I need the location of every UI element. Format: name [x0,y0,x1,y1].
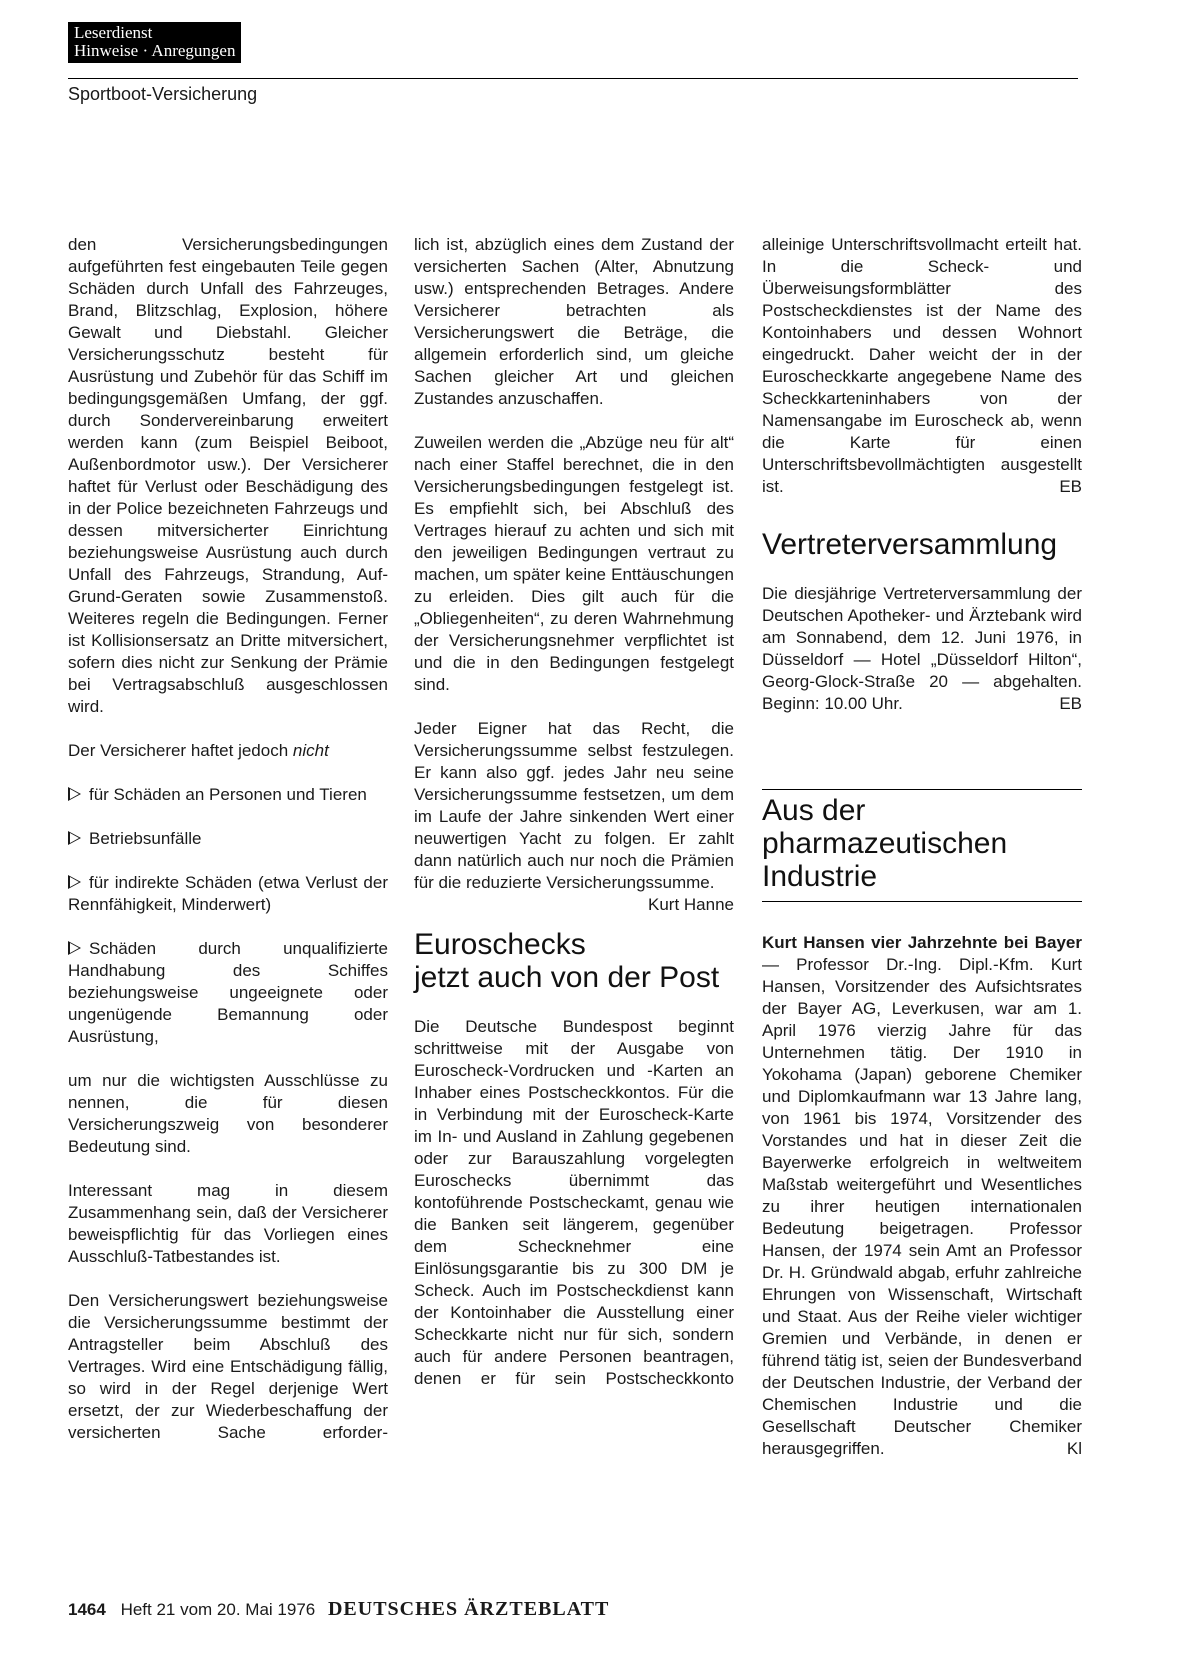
author-signature: Kurt Hanne [648,895,734,914]
paragraph: Zuweilen werden die „Abzüge neu für alt“ nach einer Staffel berechnet, die in den Versicherungsbedingungen festgelegt ist. Es empfiehlt sich, bei Abschluß des Vertrages hierauf zu achten und sich mit den jeweiligen Bedingungen vertraut zu machen, um später keine Enttäuschungen zu erleiden. Dies gilt auch für die „Obliegenheiten“, zu deren Wahrnehmung der Versicherungsnehmer verpflichtet ist und die in den Bedingungen festgelegt sind. [414,433,734,694]
triangle-bullet-icon [68,875,81,889]
bullet-text: Schäden durch unqualifizierte Handhabung des Schiffes beziehungsweise ungeeignete oder ungenügende Bemannung oder Ausrüstung, [68,939,388,1046]
column-3 [762,234,1082,1482]
department-label-line1: Leserdienst [74,23,153,42]
paragraph-text: Der Versicherer haftet jedoch [68,741,289,760]
section-rule [762,901,1082,902]
triangle-bullet-icon [68,787,81,801]
article-lead: Kurt Hansen vier Jahrzehnte bei Bayer [762,933,1082,952]
bullet-text: für indirekte Schäden (etwa Verlust der Rennfähigkeit, Minderwert) [68,873,388,914]
headline-vertreterversammlung: Vertreterversammlung [762,528,1058,561]
paragraph: den Versicherungsbedingungen aufgeführten fest eingebauten Teile gegen Schäden durch Unfall des Fahrzeuges, Brand, Blitzschlag, Explosion, höhere Gewalt und Diebstahl. Gleicher Versicherungsschutz besteht für Ausrüstung und Zubehör für das Schiff im bedingungsgemäßen Umfang, der ggf. durch Sondervereinbarung erweitert werden kann (zum Beispiel Beiboot, Außenbordmotor usw.). Der Versicherer haftet für Verlust oder Beschädigung des in der Police bezeichneten Fahrzeugs und dessen mitversicherter Einrichtung beziehungsweise Ausrüstung auch durch Unfall des Fahrzeugs, Strandung, Auf-Grund-Geraten sowie Zusammenstoß. Weiteres regeln die Bedingungen. Ferner ist Kollisionsersatz an Dritte mitversichert, sofern dies nicht zur Senkung der Prämie bei Vertragsabschluß ausgeschlossen wird. [68,235,388,716]
page-footer [68,1598,609,1621]
column-2 [414,234,734,1412]
paragraph [762,583,1082,715]
paragraph [414,718,734,914]
headline-line: pharmazeutischen [762,827,1008,860]
headline-euroschecks [414,928,734,994]
paragraph-text: Die diesjährige Vertreterversammlung der Deutschen Apotheker- und Ärztebank wird am Sonnabend, dem 12. Juni 1976, in Düsseldorf — Hotel „Düsseldorf Hilton“, Georg-Glock-Straße 20 — abgehalten. Beginn: 10.00 Uhr. [762,584,1082,713]
issue-info: Heft 21 vom 20. Mai 1976 [120,1600,316,1619]
page-number: 1464 [68,1600,106,1619]
headline-line: jetzt auch von der Post [414,961,720,994]
bullet-item [68,872,388,916]
department-label-line2: Hinweise · Anregungen [74,41,236,60]
paragraph-text: alleinige Unterschriftsvollmacht erteilt hat. In die Scheck- und Überweisungsformblätter des Postscheckdienstes ist der Name des Kontoinhabers und dessen Wohnort eingedruckt. Daher weicht der in der Euroscheckkarte angegebene Name des Scheckkarteninhabers von der Namensangabe im Euroscheck ab, wenn die Karte für einen Unterschriftsbevollmächtigten ausgestellt ist. [762,235,1082,496]
author-signature: EB [1059,477,1082,496]
section-title: Sportboot-Versicherung [68,84,258,104]
paragraph: Interessant mag in diesem Zusammenhang sein, daß der Versicherer beweispflichtig für das Vorliegen eines Ausschluß-Tatbestandes ist. [68,1181,388,1266]
bullet-text: für Schäden an Personen und Tieren [89,785,367,804]
department-label [68,22,241,63]
bullet-item [68,828,388,850]
author-signature: Kl [1066,1439,1082,1458]
journal-title: DEUTSCHES ÄRZTEBLATT [327,1598,610,1620]
paragraph-text: — Professor Dr.-Ing. Dipl.-Kfm. Kurt Hansen, Vorsitzender des Aufsichtsrates der Bayer AG, Leverkusen, war am 1. April 1976 vierzig Jahre für das Unternehmen tätig. Der 1910 in Yokohama (Japan) geborene Chemiker und Diplomkaufmann war 13 Jahre lang, von 1961 bis 1974, Vorsitzender des Vorstandes und hat in dieser Zeit die Bayerwerke erfolgreich in weltweitem Maßstab weitergeführt und Wesentliches zu ihrer heutigen internationalen Bedeutung beigetragen. Professor Hansen, der 1974 sein Amt an Professor Dr. H. Gründwald abgab, erfuhr zahlreiche Ehrungen von Wissenschaft, Wirtschaft und Staat. Aus der Reihe vieler wichtiger Gremien und Verbände, in denen er führend tätig ist, seien der Bundesverband der Deutschen Industrie, der Verband der Chemischen Industrie und die Gesellschaft Deutscher Chemiker herausgegriffen. [762,955,1082,1458]
triangle-bullet-icon [68,831,81,845]
headline-line: Aus der [762,794,866,827]
paragraph: Den Versicherungswert beziehungsweise die Versicherungssumme bestimmt der Antragsteller beim Abschluß des Vertrages. Wird eine Entschädigung fällig, so wird in der Regel derjenige Wert ersetzt, der zur Wiederbeschaffung der versicherten Sache erforder- [68,1291,388,1442]
paragraph: lich ist, abzüglich eines dem Zustand der versicherten Sachen (Alter, Abnutzung usw.) entsprechenden Betrages. Andere Versicherer betrachten als Versicherungswert die Beträge, die allgemein erforderlich sind, um gleiche Sachen gleicher Art und gleichen Zustandes anzuschaffen. [414,235,734,408]
paragraph [762,932,1082,1460]
emphasis-nicht: nicht [292,741,329,760]
header-rule [68,78,1078,79]
paragraph [68,740,388,762]
paragraph: um nur die wichtigsten Ausschlüsse zu nennen, die für diesen Versicherungszweig von besonderer Bedeutung sind. [68,1071,388,1156]
bullet-item [68,784,388,806]
paragraph-text: Jeder Eigner hat das Recht, die Versicherungssumme selbst festzulegen. Er kann also ggf. jedes Jahr neu seine Versicherungssumme festsetzen, um dem im Laufe der Jahre sinkenden Wert einer neuwertigen Yacht zu folgen. Er zahlt dann natürlich auch nur noch die Prämien für die reduzierte Versicherungssumme. [414,719,734,892]
headline-line: Industrie [762,860,878,893]
column-1 [68,234,388,1466]
author-signature: EB [1059,694,1082,713]
bullet-item [68,938,388,1048]
headline-pharma [762,790,1082,893]
paragraph: Die Deutsche Bundespost beginnt schrittweise mit der Ausgabe von Euroscheck-Vordrucken und -Karten an Inhaber eines Postscheckkontos. Für die in Verbindung mit der Euroscheck-Karte im In- und Ausland in Zahlung gegebenen oder zur Barauszahlung vorgelegten Euroschecks übernimmt das kontoführende Postscheckamt, genau wie die Banken seit längerem, gegenüber dem Schecknehmer eine Einlösungsgarantie bis zu 300 DM je Scheck. Auch im Postscheckdienst kann der Kontoinhaber die Ausstellung einer Scheckkarte nicht nur für sich, sondern auch für andere Personen beantragen, denen er für sein Postscheckkonto [414,1017,734,1388]
paragraph [762,234,1082,498]
bullet-text: Betriebsunfälle [89,829,202,848]
headline-line: Euroschecks [414,928,586,961]
triangle-bullet-icon [68,941,81,955]
